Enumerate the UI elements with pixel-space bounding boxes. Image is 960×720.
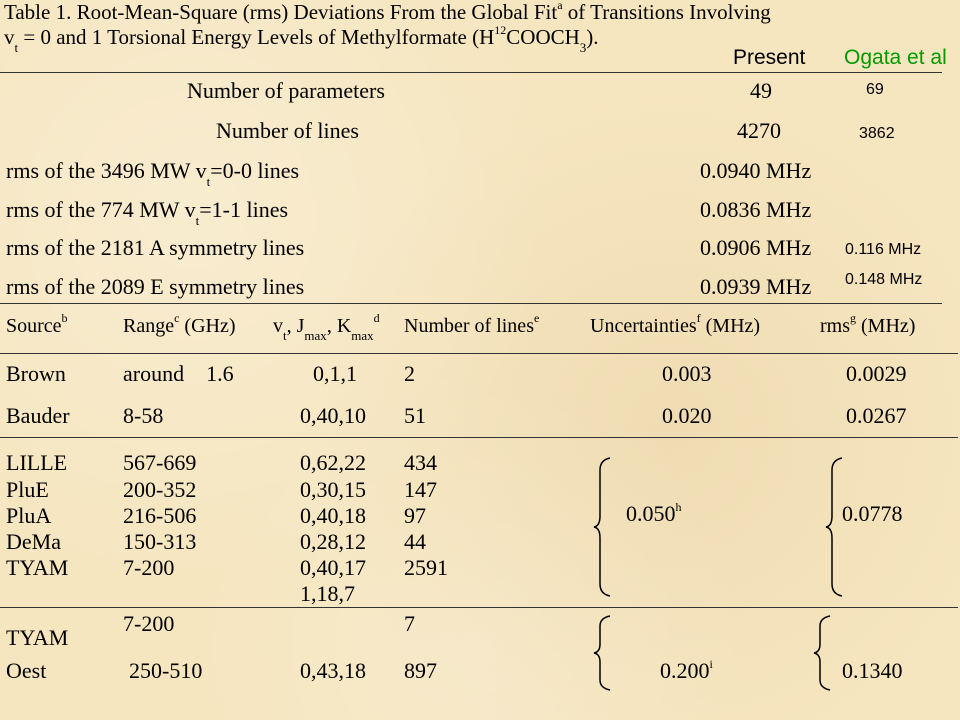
hdr-unc-sup: f [696, 311, 701, 326]
summary-ogata-rms-a: 0.116 MHz [845, 241, 922, 258]
header-source [6, 311, 68, 337]
rms11-sub: t [195, 213, 200, 229]
group1-unc [626, 499, 682, 526]
row-nlines-brown: 2 [404, 361, 415, 386]
rms00-text: rms of the 3496 MW v [6, 158, 207, 183]
row-quant-bauder: 0,40,10 [300, 403, 366, 428]
summary-label-rms-a: rms of the 2181 A symmetry lines [6, 235, 305, 260]
row-range-bauder: 8-58 [123, 403, 164, 428]
row-nlines-plue: 147 [404, 477, 437, 502]
row-range-brown: around 1.6 [123, 361, 234, 386]
hdr-nlines-text: Number of lines [404, 315, 534, 337]
divider-top [0, 72, 942, 73]
group2-unc-value: 0.200 [660, 658, 710, 683]
title-close: ). [586, 25, 599, 49]
summary-label-rms-e: rms of the 2089 E symmetry lines [6, 274, 305, 299]
header-quantum-numbers [273, 311, 380, 343]
row-quant-plue: 0,30,15 [300, 477, 366, 502]
summary-present-rms-e: 0.0939 MHz [700, 274, 812, 299]
row-range-tyam: 7-200 [123, 555, 175, 580]
title-text-end: of Transitions Involving [562, 0, 771, 24]
title-sub-t: t [14, 40, 19, 56]
row-source-brown: Brown [6, 361, 66, 386]
rms11-text-end: =1-1 lines [199, 197, 289, 222]
row-source-tyam: TYAM [6, 555, 69, 580]
row-unc-brown: 0.003 [662, 361, 712, 386]
header-source-text: Source [6, 315, 62, 337]
title-text-2: = 0 and 1 Torsional Energy Levels of Methylformate (H [18, 25, 495, 49]
header-range-sup: c [174, 311, 180, 326]
title-sup-12: 12 [494, 23, 507, 37]
summary-label-parameters: Number of parameters [187, 78, 385, 103]
rms11-text: rms of the 774 MW v [6, 197, 196, 222]
group2-rms: 0.1340 [842, 658, 903, 683]
row-nlines-tyam2: 7 [404, 611, 415, 636]
row-source-oest: Oest [6, 658, 47, 683]
header-rms [820, 311, 916, 337]
hdr-j: , J [286, 315, 305, 337]
row-quant-tyam-vt1: 1,18,7 [300, 581, 355, 606]
row-range-plua: 216-506 [123, 503, 197, 528]
row-source-lille: LILLE [6, 450, 68, 475]
summary-present-lines: 4270 [737, 118, 781, 143]
row-source-plue: PluE [6, 477, 49, 502]
row-range-dema: 150-313 [123, 529, 197, 554]
row-nlines-oest: 897 [404, 658, 437, 683]
divider-bauder [0, 437, 958, 438]
row-nlines-tyam: 2591 [404, 555, 448, 580]
brace-uncertainty-group2 [592, 614, 614, 692]
column-ogata-label: Ogata et al [844, 46, 947, 69]
row-rms-bauder: 0.0267 [846, 403, 907, 428]
divider-header [0, 353, 958, 354]
rms00-sub: t [206, 174, 211, 190]
header-source-sup: b [61, 311, 68, 326]
row-source-plua: PluA [6, 503, 52, 528]
group1-rms: 0.0778 [842, 501, 903, 526]
hdr-k: , K [326, 315, 352, 337]
hdr-rms-unit: (MHz) [856, 315, 916, 337]
header-uncertainties [590, 311, 761, 337]
hdr-kmax-sub: max [351, 328, 374, 343]
row-unc-bauder: 0.020 [662, 403, 712, 428]
divider-group1 [0, 607, 958, 608]
divider-summary [0, 303, 942, 304]
summary-present-parameters: 49 [750, 78, 772, 103]
title-sub-3: 3 [579, 40, 587, 56]
summary-ogata-parameters: 69 [866, 81, 884, 98]
header-number-of-lines [404, 311, 540, 337]
hdr-unc-text: Uncertainties [590, 315, 697, 337]
hdr-vt-sub: t [283, 328, 287, 343]
hdr-vt: v [273, 315, 283, 337]
table-title-line1 [4, 2, 771, 23]
brace-rms-group2 [812, 614, 834, 692]
row-quant-oest: 0,43,18 [300, 658, 366, 683]
row-quant-brown: 0,1,1 [313, 361, 357, 386]
row-range-lille: 567-669 [123, 450, 197, 475]
column-present-label: Present [733, 46, 806, 69]
header-range [123, 311, 236, 337]
summary-ogata-rms-e: 0.148 MHz [845, 271, 923, 288]
row-quant-plua: 0,40,18 [300, 503, 366, 528]
title-text: Table 1. Root-Mean-Square (rms) Deviations From the Global Fit [4, 0, 558, 24]
row-source-dema: DeMa [6, 529, 61, 554]
row-range-plue: 200-352 [123, 477, 197, 502]
group2-unc-sup: i [709, 656, 713, 671]
header-range-text: Range [123, 315, 175, 337]
group2-unc [660, 656, 713, 683]
hdr-rms-text: rms [820, 315, 850, 337]
row-nlines-lille: 434 [404, 450, 437, 475]
row-source-tyam2: TYAM [6, 625, 69, 650]
summary-label-rms-11 [6, 197, 289, 229]
table-title-line2 [4, 23, 599, 56]
row-nlines-plua: 97 [404, 503, 426, 528]
row-nlines-dema: 44 [404, 529, 426, 554]
hdr-rms-sup: g [850, 311, 856, 326]
group1-unc-sup: h [675, 499, 682, 514]
title-vt: v [4, 25, 15, 49]
title-formula: COOCH [506, 25, 580, 49]
hdr-kmax-sup: d [373, 311, 380, 326]
summary-present-rms-00: 0.0940 MHz [700, 158, 812, 183]
brace-uncertainty-group1 [592, 456, 614, 598]
row-quant-tyam: 0,40,17 [300, 555, 366, 580]
header-range-unit: (GHz) [179, 315, 236, 337]
brace-rms-group1 [824, 456, 846, 598]
hdr-jmax-sub: max [304, 328, 327, 343]
row-quant-lille: 0,62,22 [300, 450, 366, 475]
summary-label-lines: Number of lines [216, 118, 359, 143]
row-range-tyam2: 7-200 [123, 611, 175, 636]
row-quant-dema: 0,28,12 [300, 529, 366, 554]
row-range-oest: 250-510 [129, 658, 203, 683]
hdr-nlines-sup: e [533, 311, 540, 326]
rms00-text-end: =0-0 lines [210, 158, 300, 183]
row-source-bauder: Bauder [6, 403, 70, 428]
summary-present-rms-a: 0.0906 MHz [700, 235, 812, 260]
title-footnote-a: a [557, 0, 563, 12]
summary-ogata-lines: 3862 [859, 125, 895, 142]
summary-label-rms-00 [6, 158, 300, 190]
group1-unc-value: 0.050 [626, 501, 676, 526]
row-rms-brown: 0.0029 [846, 361, 907, 386]
summary-present-rms-11: 0.0836 MHz [700, 197, 812, 222]
row-nlines-bauder: 51 [404, 403, 426, 428]
hdr-unc-unit: (MHz) [700, 315, 761, 337]
